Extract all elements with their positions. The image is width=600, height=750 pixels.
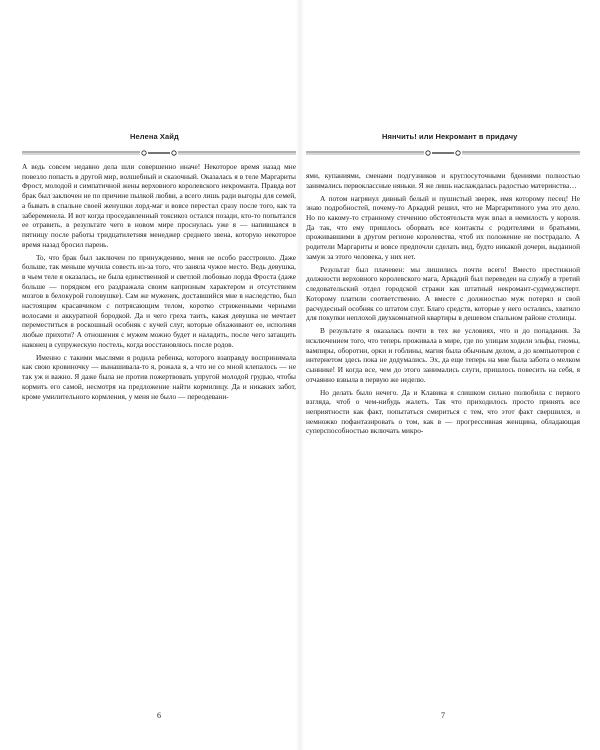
right-page bbox=[306, 0, 580, 750]
right-page-number: 7 bbox=[441, 711, 445, 720]
book-gutter bbox=[296, 0, 304, 750]
left-body-text bbox=[22, 162, 296, 401]
paragraph: Именно с такими мыслями я родила ребенка, которого взаправду воспринимала как свою кровиночку — вынашивала-то я, рожала я, а что не со мной клепалось — не так уж и важно. Я даже была не против пожертвовать упругой молодой грудью, чтобы кормить его самой, несмотря на предложение найти кормилицу. Да и никаких забот, кроме умилительного кормления, у меня не было — переодевани- bbox=[22, 352, 296, 401]
left-running-head: Нелена Хайд bbox=[130, 132, 179, 141]
paragraph: А ведь совсем недавно дела шли совершенно иначе! Некоторое время назад мне повезло попасть в другой мир, волшебный и сказочный. Оказалась я в теле Маргариты Фрост, молодой и симпатичной жены верховного королевского некроманта. Правда вот брак был заключен не по причине пылкой любви, а всего лишь ради выгоды для семей, а бывать в спальне своей женушки лорд-маг и вовсе перестал сразу после того, как та забеременела. И вот когда проседавленный токсикоз остался позади, кто-то попытался ее отравить, в результате чего в новом мире проснулась уже я — напившаяся в пятницу после работы тридцатилетняя менеджер среднего звена, которую некоторое время назад бросил парень. bbox=[22, 162, 296, 249]
paragraph: А потом нагрянул дивный белый и пушистый зверек, имя которому песец! Не знаю подробностей, почему-то Аркадий решил, что не Маргаритиного ума это дело. Но по какому-то странному стечению обстоятельств муж впал в немилость у короля. Да так, что ему пришлось оборвать все контакты с родителями и братьями, проживавшими в другом регионе королевства, чтоб их положение не пострадало. А родители Маргариты и вовсе предпочли сделать вид, будто никакой дочери, выданной замуж за этого человека, у них нет. bbox=[306, 193, 580, 261]
right-body-text bbox=[306, 171, 580, 436]
left-page-number: 6 bbox=[157, 711, 161, 720]
right-running-head: Нянчить! или Некромант в придачу bbox=[382, 132, 518, 141]
paragraph: ями, купаниями, сменами подгузников и круглосуточными бдениями полностью занимались первоклассные няньки. Я же лишь наслаждалась радостью материнства… bbox=[306, 171, 580, 190]
left-divider-ornament bbox=[22, 146, 296, 158]
right-divider-ornament bbox=[306, 146, 580, 158]
paragraph: То, что брак был заключен по принуждению, меня не особо расстроило. Даже больше, так меньше мучила совесть из-за того, что заняла чужое место. Ведь девушка, в чьем теле я оказалась, не была единственной и светлой любовью лорда Фроста (даже больше — порядком его раздражала своим капризным характером и отсутствием мозгов в белокурой головушке). Сам же муженек, доставшийся мне в наследство, был настоящим красавчиком с потрясающим телом, коротко стриженными черными волосами и аккуратной бородкой. Да и чего греха таить, какая девушка не мечтает переместиться в роскошный особняк с кучей слуг, которые обхаживают ее, исполняя любые прихоти? А отношения с мужем можно будет и наладить, после чего затащить наконец в супружескую постель, когда восстановлюсь после родов. bbox=[22, 252, 296, 349]
paragraph: Но делать было нечего. Да и Клавика я слишком сильно полюбила с первого взгляда, чтоб о чем-нибудь жалеть. Так что приходилось просто принять все неприятности как факт, попытаться смириться с тем, что этот факт свершился, и немножко пофантазировать о том, как в — прогрессивная женщина, обладающая суперспособностью включать микро- bbox=[306, 387, 580, 436]
paragraph: В результате я оказалась почти в тех же условиях, что и до попадания. За исключением того, что теперь проживала в мире, где по улицам ходили эльфы, гномы, вампиры, оборотни, орки и гоблины, магия была обычным делом, а до компьютеров с интернетом здесь пока не додумались. Эх, да еще теперь на мне была забота о мелком сыннике! И когда все, чем до этого занимались слуги, пришлось повесить на себя, я отчаянно взвыла в первую же неделю. bbox=[306, 326, 580, 384]
paragraph: Результат был плачевен: мы лишились почти всего! Вместо престижной должности верховного королевского мага, Аркадий был переведен на службу в третий следовательский отдел городской стражи как штатный некромант-судмедэксперт. Которому платили соответственно. А вместе с должностью муж потерял и свой расчудесный особняк со штатом слуг. Благо средств, которые у него остались, хватило для покупки неплохой двухкомнатной квартиры в дешевом спальном районе столицы. bbox=[306, 264, 580, 323]
left-page bbox=[22, 0, 296, 750]
